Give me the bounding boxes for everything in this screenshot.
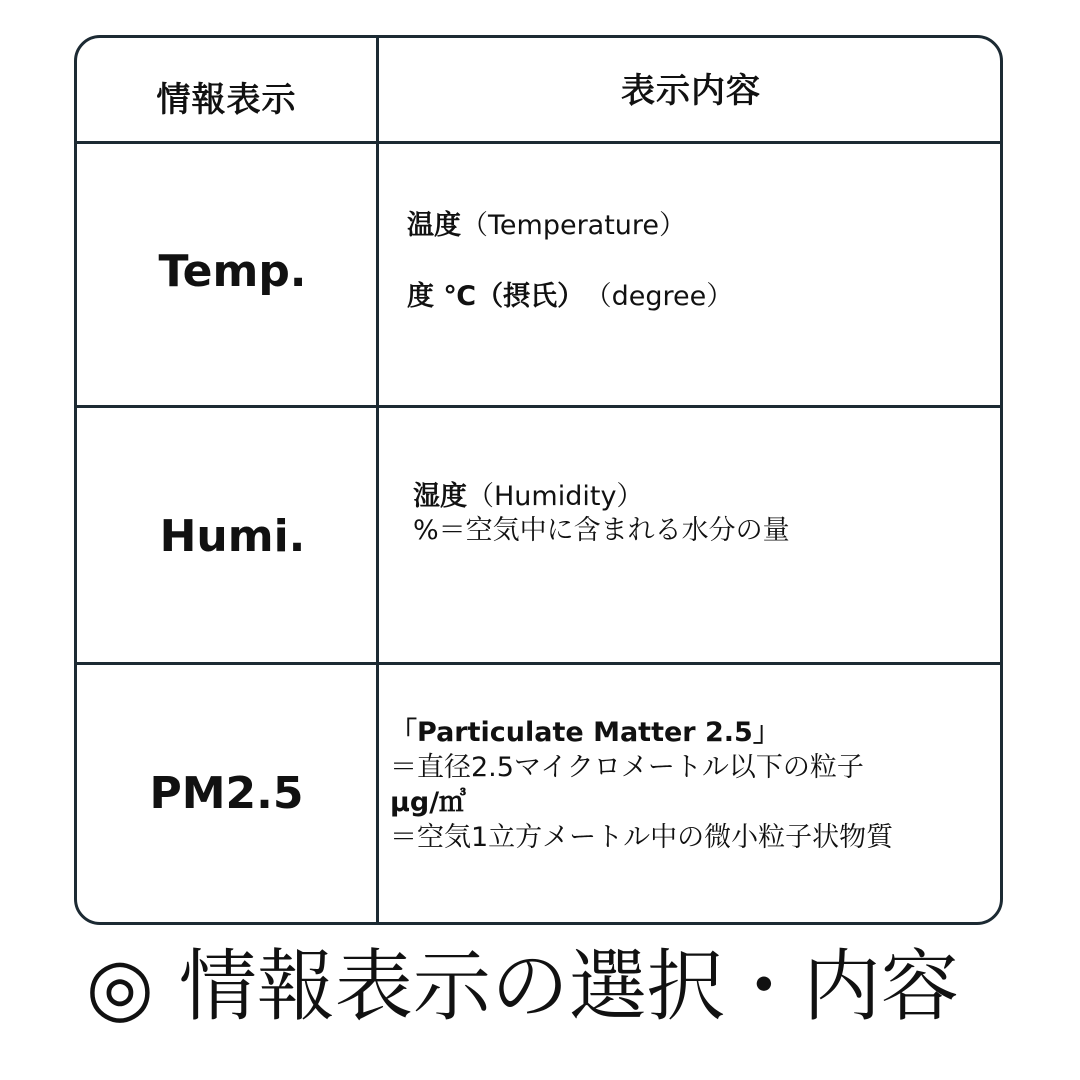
humi-line-2: %＝空気中に含まれる水分の量 bbox=[413, 514, 790, 546]
row-content-humi bbox=[413, 480, 1003, 548]
header-col-info: 情報表示 bbox=[156, 80, 297, 120]
pm25-term: 「Particulate Matter 2.5」 bbox=[390, 717, 780, 748]
humi-term: 湿度 bbox=[413, 481, 467, 512]
row-label-humi: Humi. bbox=[159, 510, 306, 562]
humi-line-1 bbox=[413, 480, 1003, 514]
temp-unit: 度 ℃（摂氏） bbox=[407, 281, 585, 313]
temp-line-1 bbox=[407, 208, 997, 243]
row-label-temp: Temp. bbox=[158, 246, 307, 297]
pm25-unit-definition: ＝空気1立方メートル中の微小粒子状物質 bbox=[390, 822, 894, 854]
pm25-definition: ＝直径2.5マイクロメートル以下の粒子 bbox=[390, 752, 864, 784]
temp-line-2 bbox=[407, 279, 997, 314]
humi-term-en: （Humidity） bbox=[467, 481, 644, 512]
pm25-unit: µg/㎥ bbox=[390, 787, 467, 819]
row-content-pm25 bbox=[390, 715, 1000, 855]
header-col-content: 表示内容 bbox=[621, 71, 761, 111]
temp-unit-en: （degree） bbox=[598, 281, 734, 313]
row-content-temp bbox=[407, 208, 997, 314]
temp-term-en: （Temperature） bbox=[461, 210, 687, 241]
column-divider bbox=[376, 38, 379, 922]
row-label-pm25: PM2.5 bbox=[149, 768, 304, 819]
temp-term: 温度 bbox=[407, 210, 461, 241]
page-title: ◎ 情報表示の選択・内容 bbox=[86, 942, 959, 1032]
info-table bbox=[74, 35, 1003, 925]
